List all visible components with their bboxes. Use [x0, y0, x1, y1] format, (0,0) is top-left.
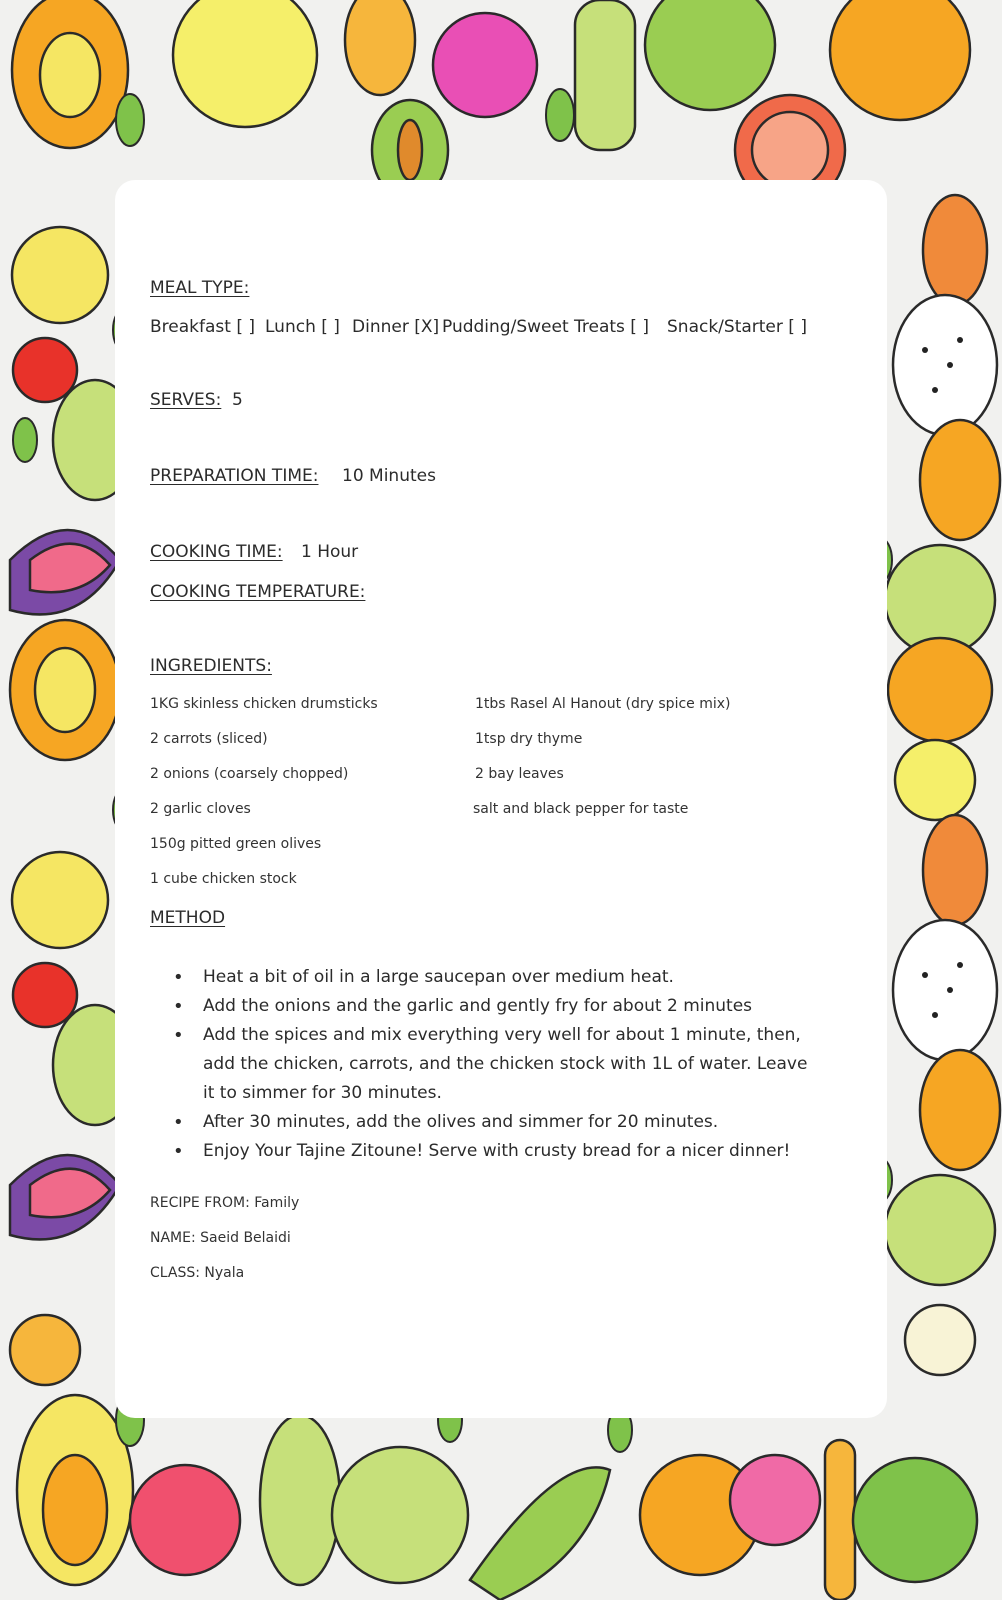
method-step: • Enjoy Your Tajine Zitoune! Serve with crusty bread for a nicer dinner!	[173, 1137, 818, 1166]
meal-option-lunch: Lunch [ ]	[265, 317, 340, 337]
recipe-card	[115, 180, 887, 1418]
author-name: NAME: Saeid Belaidi	[150, 1230, 291, 1246]
ingredient-item: 2 carrots (sliced)	[150, 731, 268, 747]
meal-option-breakfast: Breakfast [ ]	[150, 317, 255, 337]
ingredient-item: 2 garlic cloves	[150, 801, 251, 817]
ingredient-item: 2 onions (coarsely chopped)	[150, 766, 349, 782]
ingredient-item: 1tbs Rasel Al Hanout (dry spice mix)	[475, 696, 731, 712]
cooking-time-value: 1 Hour	[301, 542, 359, 562]
preparation-time-label: PREPARATION TIME:	[150, 466, 319, 486]
class-name: CLASS: Nyala	[150, 1265, 245, 1281]
method-steps	[173, 963, 818, 1166]
ingredient-item: 1KG skinless chicken drumsticks	[150, 696, 378, 712]
ingredient-item: 1 cube chicken stock	[150, 871, 297, 887]
preparation-time-value: 10 Minutes	[342, 466, 436, 486]
meal-type-label: MEAL TYPE:	[150, 278, 250, 298]
meal-option-dinner: Dinner [X]	[352, 317, 440, 337]
serves-value: 5	[232, 390, 243, 410]
method-step: • After 30 minutes, add the olives and simmer for 20 minutes.	[173, 1108, 818, 1137]
cooking-time-label: COOKING TIME:	[150, 542, 283, 562]
cooking-temperature-label: COOKING TEMPERATURE:	[150, 582, 366, 602]
recipe-from: RECIPE FROM: Family	[150, 1195, 300, 1211]
ingredients-label: INGREDIENTS:	[150, 656, 272, 676]
ingredient-item: salt and black pepper for taste	[473, 801, 689, 817]
meal-option-snack: Snack/Starter [ ]	[667, 317, 807, 337]
method-label: METHOD	[150, 908, 226, 928]
ingredient-item: 2 bay leaves	[475, 766, 564, 782]
ingredient-item: 150g pitted green olives	[150, 836, 322, 852]
ingredient-item: 1tsp dry thyme	[475, 731, 583, 747]
serves-label: SERVES:	[150, 390, 222, 410]
method-step: • Add the onions and the garlic and gently fry for about 2 minutes	[173, 992, 818, 1021]
method-step: • Add the spices and mix everything very well for about 1 minute, then, add the chicken, carrots, and the chicken stock with 1L of water. Leave it to simmer for 30 minutes.	[173, 1021, 818, 1108]
method-step: • Heat a bit of oil in a large saucepan over medium heat.	[173, 963, 818, 992]
meal-option-pudding: Pudding/Sweet Treats [ ]	[442, 317, 649, 337]
